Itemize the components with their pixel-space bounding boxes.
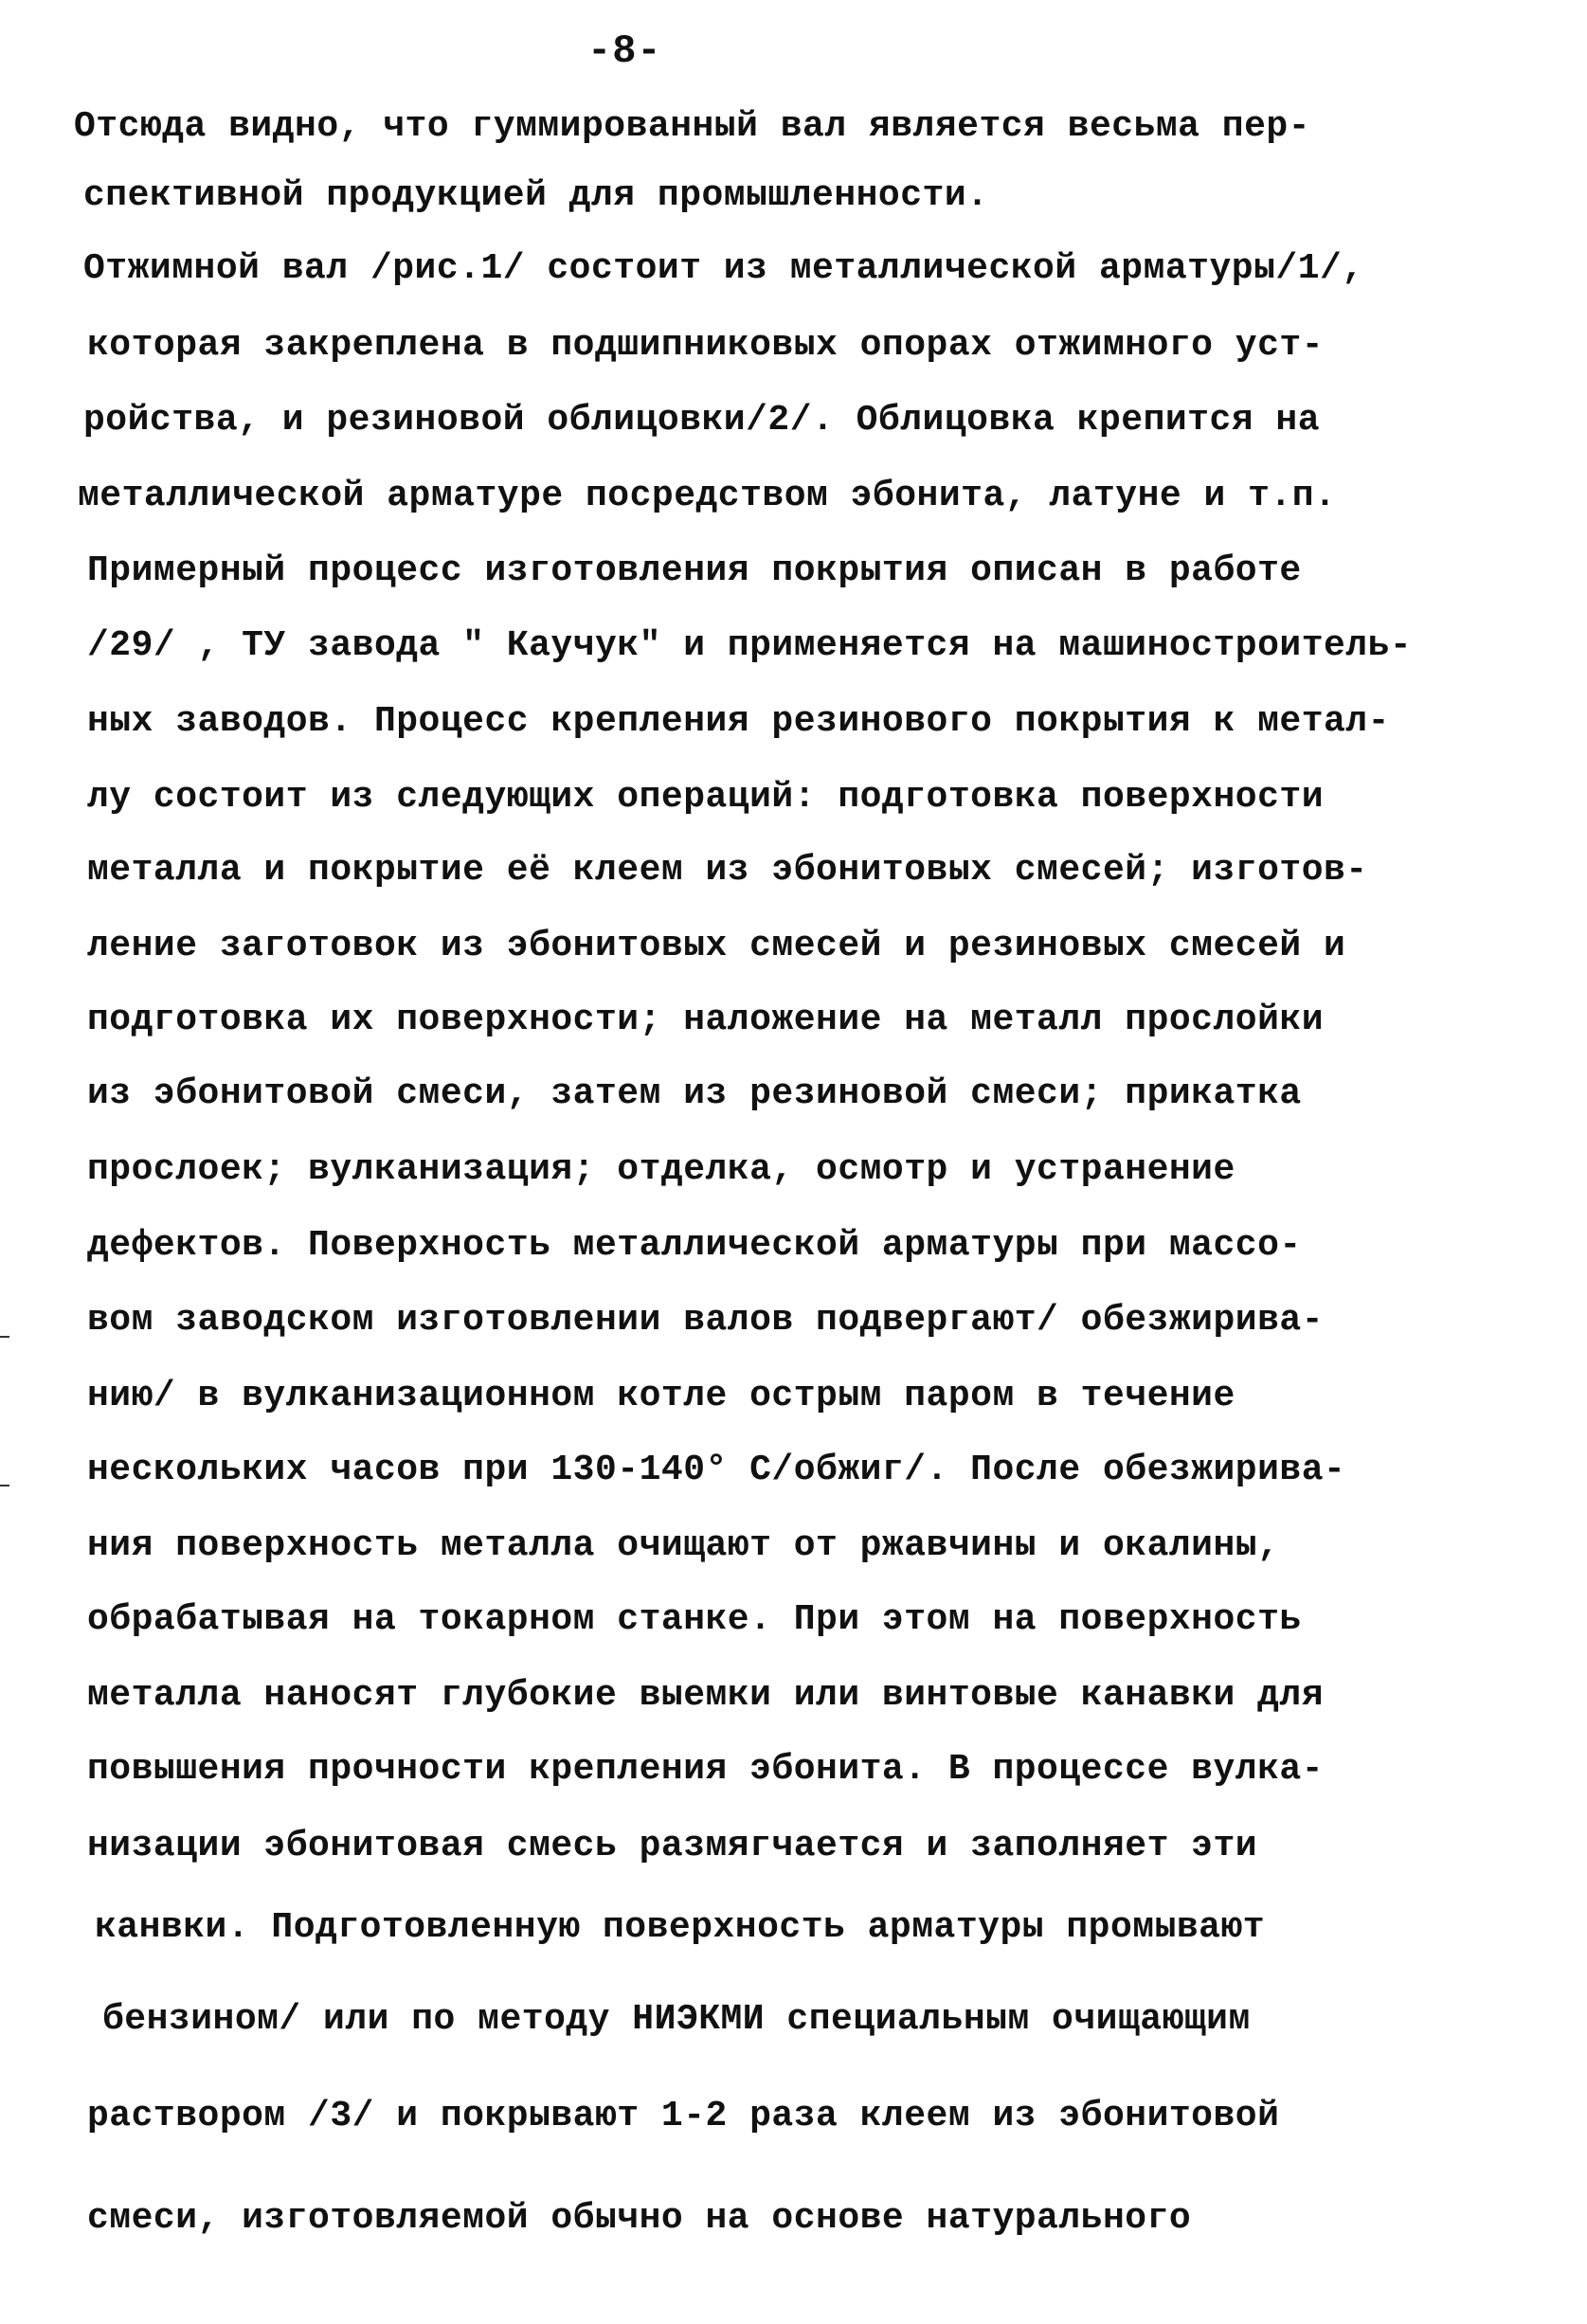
text-line-23: повышения прочности крепления эбонита. В процессе вулка- bbox=[87, 1749, 1325, 1790]
text-line-10: лу состоит из следующих операций: подготовка поверхности bbox=[87, 777, 1325, 818]
text-line-17: вом заводском изготовлении валов подвергают/ обезжирива- bbox=[87, 1300, 1325, 1341]
text-line-8: /29/ , ТУ завода " Каучук" и применяется на машиностроитель- bbox=[87, 625, 1413, 666]
text-line-9: ных заводов. Процесс крепления резинового покрытия к метал- bbox=[87, 701, 1390, 742]
text-line-19: нескольких часов при 130-140° С/обжиг/. После обезжирива- bbox=[87, 1450, 1346, 1490]
text-line-24: низации эбонитовая смесь размягчается и заполняет эти bbox=[87, 1826, 1258, 1866]
text-line-11: металла и покрытие её клеем из эбонитовых смесей; изготов- bbox=[87, 850, 1368, 891]
text-line-26: бензином/ или по методу НИЭКМИ специальным очищающим bbox=[102, 1999, 1251, 2040]
text-line-18: нию/ в вулканизационном котле острым паром в течение bbox=[87, 1376, 1235, 1416]
text-line-16: дефектов. Поверхность металлической арматуры при массо- bbox=[87, 1225, 1302, 1266]
text-line-6: металлической арматуре посредством эбонита, латуне и т.п. bbox=[78, 476, 1337, 516]
text-line-1: Отсюда видно, что гуммированный вал является весьма пер- bbox=[74, 106, 1311, 147]
text-line-2: спективной продукцией для промышленности. bbox=[83, 175, 989, 216]
scan-margin-mark bbox=[0, 1336, 9, 1338]
text-line-14: из эбонитовой смеси, затем из резиновой смеси; прикатка bbox=[87, 1073, 1302, 1114]
text-line-25: канвки. Подготовленную поверхность арматуры промывают bbox=[95, 1907, 1266, 1948]
text-line-7: Примерный процесс изготовления покрытия описан в работе bbox=[87, 550, 1302, 591]
page-number: -8- bbox=[587, 28, 662, 74]
text-line-4: которая закреплена в подшипниковых опорах отжимного уст- bbox=[87, 325, 1325, 366]
text-line-21: обрабатывая на токарном станке. При этом на поверхность bbox=[87, 1599, 1302, 1640]
text-line-22: металла наносят глубокие выемки или винтовые канавки для bbox=[87, 1675, 1325, 1716]
text-line-5: ройства, и резиновой облицовки/2/. Облицовка крепится на bbox=[83, 400, 1321, 441]
text-line-28: смеси, изготовляемой обычно на основе натурального bbox=[87, 2198, 1192, 2239]
scan-margin-mark bbox=[0, 1485, 9, 1486]
text-line-15: прослоек; вулканизация; отделка, осмотр и устранение bbox=[87, 1149, 1235, 1190]
text-line-27: раствором /3/ и покрывают 1-2 раза клеем из эбонитовой bbox=[87, 2096, 1280, 2136]
text-line-12: ление заготовок из эбонитовых смесей и резиновых смесей и bbox=[87, 926, 1346, 966]
text-line-13: подготовка их поверхности; наложение на металл прослойки bbox=[87, 1000, 1325, 1040]
text-line-20: ния поверхность металла очищают от ржавчины и окалины, bbox=[87, 1525, 1280, 1566]
text-line-3: Отжимной вал /рис.1/ состоит из металлической арматуры/1/, bbox=[83, 248, 1364, 289]
